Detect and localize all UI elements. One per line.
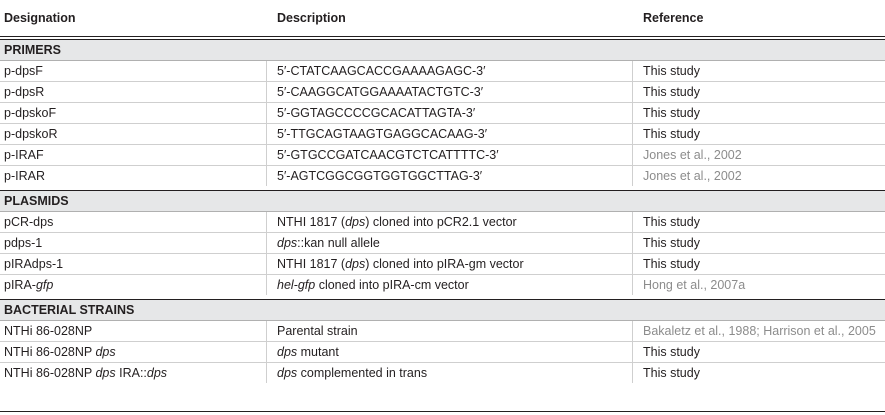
cell-reference: This study [643, 236, 700, 250]
column-divider [266, 82, 267, 102]
italic-gene-name: hel-gfp [277, 278, 316, 292]
cell-designation: p-dpskoR [4, 127, 58, 141]
column-divider [266, 212, 267, 232]
cell-designation [4, 278, 53, 292]
cell-reference: This study [643, 345, 700, 359]
cell-description: 5′-GGTAGCCCCGCACATTAGTA-3′ [277, 106, 476, 120]
cell-reference: This study [643, 127, 700, 141]
cell-reference: This study [643, 106, 700, 120]
cell-description: 5′-AGTCGGCGGTGGTGGCTTAG-3′ [277, 169, 483, 183]
section-title: PLASMIDS [4, 194, 69, 208]
column-divider [266, 124, 267, 144]
column-divider [266, 61, 267, 81]
italic-gene-name: dps [277, 236, 298, 250]
section-title: BACTERIAL STRAINS [4, 303, 135, 317]
cell-reference: This study [643, 85, 700, 99]
cell-description: 5′-TTGCAGTAAGTGAGGCACAAG-3′ [277, 127, 488, 141]
header-description: Description [277, 11, 346, 25]
italic-gene-name: dps [277, 366, 298, 380]
column-divider [266, 145, 267, 165]
column-divider [266, 275, 267, 295]
column-divider [632, 321, 633, 341]
table-row [0, 124, 885, 145]
cell-description [277, 257, 524, 271]
italic-gene-name: dps [345, 257, 366, 271]
italic-gene-name: dps [146, 366, 168, 380]
table-row [0, 342, 885, 363]
column-divider [266, 103, 267, 123]
text-part: ) cloned into pCR2.1 vector [365, 215, 517, 229]
table-row [0, 212, 885, 233]
text-part: pIRA- [4, 278, 36, 292]
table-row [0, 82, 885, 103]
column-divider [632, 82, 633, 102]
column-divider [632, 342, 633, 362]
text-part: ::kan null allele [297, 236, 380, 250]
cell-reference: This study [643, 64, 700, 78]
italic-gene-name: dps [95, 345, 116, 359]
cell-reference[interactable]: Bakaletz et al., 1988; Harrison et al., 2005 [643, 324, 876, 338]
column-divider [266, 321, 267, 341]
cell-reference: This study [643, 215, 700, 229]
cell-designation [4, 345, 116, 359]
italic-gene-name: dps [345, 215, 366, 229]
cell-description [277, 366, 427, 380]
cell-designation: p-dpskoF [4, 106, 57, 120]
cell-description: Parental strain [277, 324, 358, 338]
text-part: cloned into pIRA-cm vector [315, 278, 469, 292]
cell-designation: pIRAdps-1 [4, 257, 64, 271]
text-part: IRA:: [115, 366, 147, 380]
section-header [0, 299, 885, 321]
cell-designation: NTHi 86-028NP [4, 324, 93, 338]
cell-designation: pdps-1 [4, 236, 43, 250]
table-body [0, 39, 885, 383]
cell-reference[interactable]: Hong et al., 2007a [643, 278, 746, 292]
table-row [0, 233, 885, 254]
header-reference: Reference [643, 11, 704, 25]
table-row [0, 363, 885, 383]
header-designation: Designation [4, 11, 76, 25]
table-row [0, 145, 885, 166]
column-divider [266, 342, 267, 362]
cell-reference: This study [643, 257, 700, 271]
section-header [0, 39, 885, 61]
cell-description [277, 236, 380, 250]
table-header-row [0, 0, 885, 37]
column-divider [266, 166, 267, 186]
column-divider [266, 233, 267, 253]
cell-description: 5′-GTGCCGATCAACGTCTCATTTTC-3′ [277, 148, 499, 162]
column-divider [632, 61, 633, 81]
column-divider [632, 363, 633, 383]
cell-reference[interactable]: Jones et al., 2002 [643, 148, 742, 162]
table-row [0, 103, 885, 124]
text-part: NTHI 1817 ( [277, 257, 346, 271]
cell-designation: p-dpsR [4, 85, 45, 99]
cell-reference[interactable]: Jones et al., 2002 [643, 169, 742, 183]
column-divider [266, 363, 267, 383]
italic-gene-name: gfp [35, 278, 54, 292]
cell-designation [4, 366, 167, 380]
column-divider [266, 254, 267, 274]
cell-description [277, 345, 339, 359]
column-divider [632, 103, 633, 123]
cell-description [277, 215, 517, 229]
text-part: mutant [297, 345, 339, 359]
table-row [0, 254, 885, 275]
italic-gene-name: dps [95, 366, 116, 380]
column-divider [632, 233, 633, 253]
column-divider [632, 212, 633, 232]
text-part: NTHi 86-028NP [4, 345, 96, 359]
text-part: complemented in trans [297, 366, 428, 380]
cell-designation: p-IRAR [4, 169, 45, 183]
section-header [0, 190, 885, 212]
cell-designation: pCR-dps [4, 215, 54, 229]
table-row [0, 275, 885, 295]
cell-designation: p-dpsF [4, 64, 43, 78]
cell-description [277, 278, 469, 292]
table-bottom-rule [0, 411, 885, 412]
table-row [0, 166, 885, 186]
italic-gene-name: dps [277, 345, 298, 359]
column-divider [632, 124, 633, 144]
table-row [0, 321, 885, 342]
text-part: ) cloned into pIRA-gm vector [365, 257, 524, 271]
cell-designation: p-IRAF [4, 148, 44, 162]
column-divider [632, 166, 633, 186]
cell-description: 5′-CTATCAAGCACCGAAAAGAGC-3′ [277, 64, 486, 78]
table-row [0, 61, 885, 82]
column-divider [632, 275, 633, 295]
cell-description: 5′-CAAGGCATGGAAAATACTGTC-3′ [277, 85, 484, 99]
text-part: NTHI 1817 ( [277, 215, 346, 229]
cell-reference: This study [643, 366, 700, 380]
text-part: NTHi 86-028NP [4, 366, 96, 380]
column-divider [632, 145, 633, 165]
column-divider [632, 254, 633, 274]
section-title: PRIMERS [4, 43, 61, 57]
